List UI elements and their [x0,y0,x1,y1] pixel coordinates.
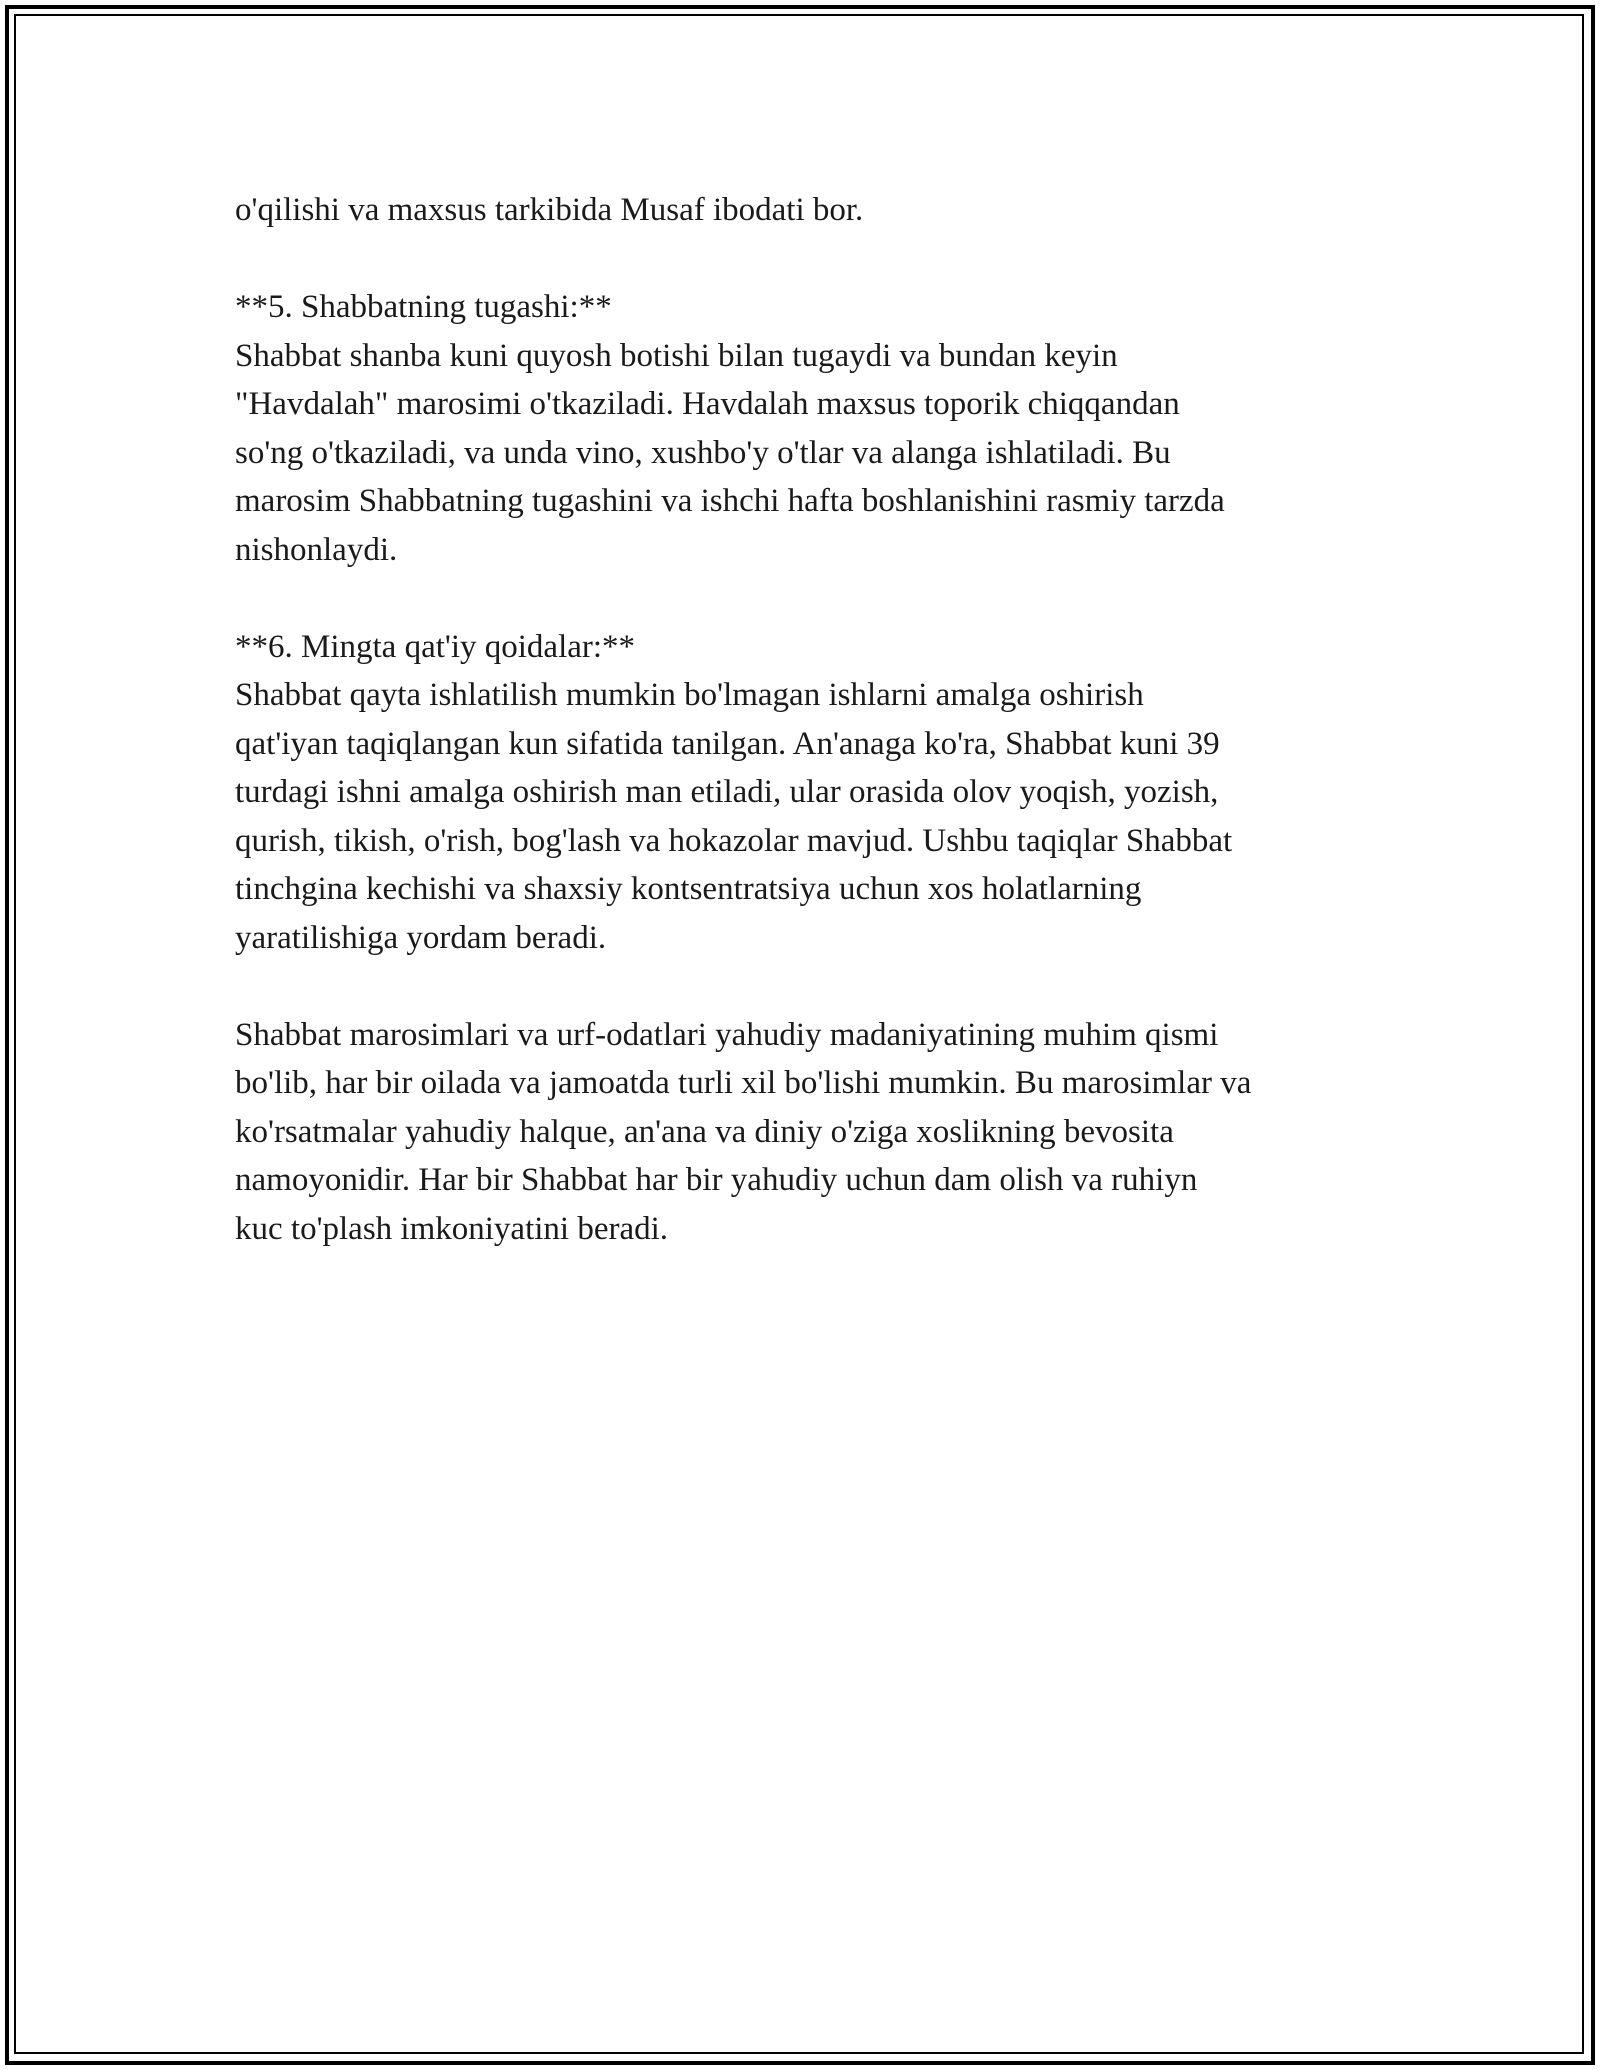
paragraph-spacer [235,574,1385,623]
section-5-body: Shabbat shanba kuni quyosh botishi bilan tugaydi va bundan keyin "Havdalah" marosimi o'tkaziladi. Havdalah maxsus toporik chiqqandan so'ng o'tkaziladi, va unda vino, xushbo'y o'tlar va alanga ishlatiladi. Bu marosim Shabbatning tugashini va ishchi hafta boshlanishini rasmiy tarzda nishonlaydi. [235,337,1225,568]
section-6-body: Shabbat qayta ishlatilish mumkin bo'lmagan ishlarni amalga oshirish qat'iyan taqiqlangan kun sifatida tanilgan. An'anaga ko'ra, Shabbat kuni 39 turdagi ishni amalga oshirish man etiladi, ular orasida olov yoqish, yozish, qurish, tikish, o'rish, bog'lash va hokazolar mavjud. Ushbu taqiqlar Shabbat tinchgina kechishi va shaxsiy kontsentratsiya uchun xos holatlarning yaratilishiga yordam beradi. [235,677,1233,956]
section-6-heading: **6. Mingta qat'iy qoidalar:** [235,628,636,665]
paragraph-spacer [235,235,1385,284]
document-body [235,186,1385,1253]
closing-paragraph: Shabbat marosimlari va urf-odatlari yahudiy madaniyatining muhim qismi bo'lib, har bir oilada va jamoatda turli xil bo'lishi mumkin. Bu marosimlar va ko'rsatmalar yahudiy halque, an'ana va diniy o'ziga xoslikning bevosita namoyonidir. Har bir Shabbat har bir yahudiy uchun dam olish va ruhiyn kuc to'plash imkoniyatini beradi. [235,1016,1252,1247]
paragraph-spacer [235,962,1385,1011]
section-5-heading: **5. Shabbatning tugashi:** [235,289,612,325]
continuation-paragraph: o'qilishi va maxsus tarkibida Musaf ibodati bor. [235,192,864,228]
